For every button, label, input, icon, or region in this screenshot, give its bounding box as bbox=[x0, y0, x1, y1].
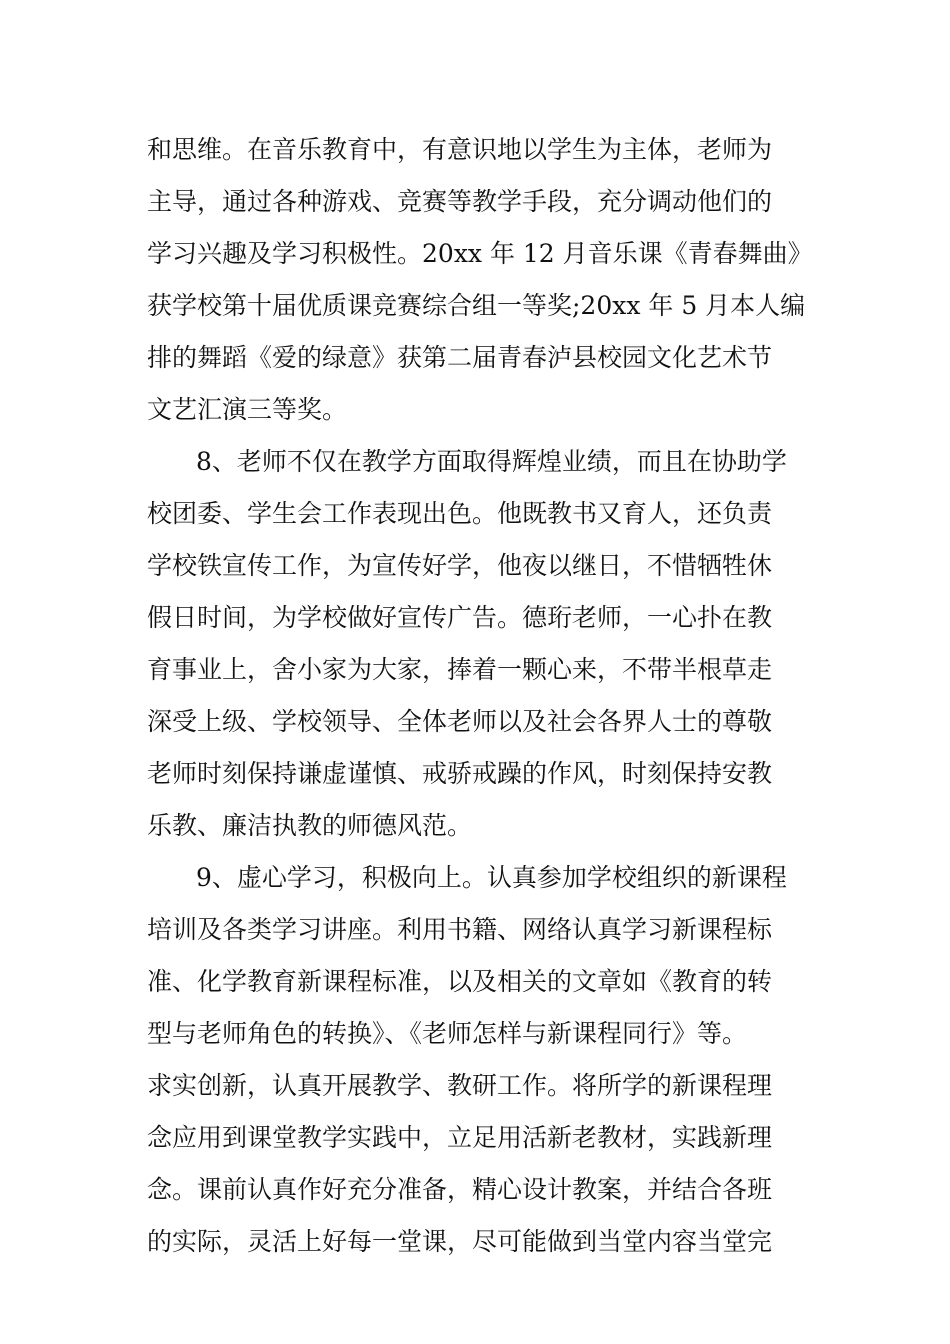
text-line: 念应用到课堂教学实践中，立足用活新老教材，实践新理 bbox=[147, 1123, 773, 1152]
paragraph-start-line: 9、虚心学习，积极向上。认真参加学校组织的新课程 bbox=[196, 863, 787, 892]
text-line: 学习兴趣及学习积极性。20xx 年 12 月音乐课《青春舞曲》 bbox=[147, 239, 813, 268]
text-line: 念。课前认真作好充分准备，精心设计教案，并结合各班 bbox=[147, 1175, 773, 1204]
text-line: 老师时刻保持谦虚谨慎、戒骄戒躁的作风，时刻保持安教 bbox=[147, 759, 773, 788]
text-line: 深受上级、学校领导、全体老师以及社会各界人士的尊敬 bbox=[147, 707, 773, 736]
paragraph-start-line: 8、老师不仅在教学方面取得辉煌业绩，而且在协助学 bbox=[196, 447, 787, 476]
text-line: 文艺汇演三等奖。 bbox=[147, 395, 348, 424]
text-line: 假日时间，为学校做好宣传广告。德珩老师，一心扑在教 bbox=[147, 603, 773, 632]
text-line: 乐教、廉洁执教的师德风范。 bbox=[147, 811, 473, 840]
text-line: 型与老师角色的转换》、《老师怎样与新课程同行》等。 bbox=[147, 1019, 748, 1048]
text-line: 的实际，灵活上好每一堂课，尽可能做到当堂内容当堂完 bbox=[147, 1227, 773, 1256]
text-line: 培训及各类学习讲座。利用书籍、网络认真学习新课程标 bbox=[147, 915, 773, 944]
text-line: 求实创新，认真开展教学、教研工作。将所学的新课程理 bbox=[147, 1071, 773, 1100]
text-line: 校团委、学生会工作表现出色。他既教书又育人，还负责 bbox=[147, 499, 773, 528]
text-line: 学校铁宣传工作，为宣传好学，他夜以继日，不惜牺牲休 bbox=[147, 551, 773, 580]
text-line: 主导，通过各种游戏、竞赛等教学手段，充分调动他们的 bbox=[147, 187, 773, 216]
text-line: 和思维。在音乐教育中，有意识地以学生为主体，老师为 bbox=[147, 135, 773, 164]
text-line: 准、化学教育新课程标准，以及相关的文章如《教育的转 bbox=[147, 967, 773, 996]
text-line: 育事业上，舍小家为大家，捧着一颗心来，不带半根草走 bbox=[147, 655, 773, 684]
text-line: 获学校第十届优质课竞赛综合组一等奖;20xx 年 5 月本人编 bbox=[147, 291, 806, 320]
text-line: 排的舞蹈《爱的绿意》获第二届青春泸县校园文化艺术节 bbox=[147, 343, 773, 372]
